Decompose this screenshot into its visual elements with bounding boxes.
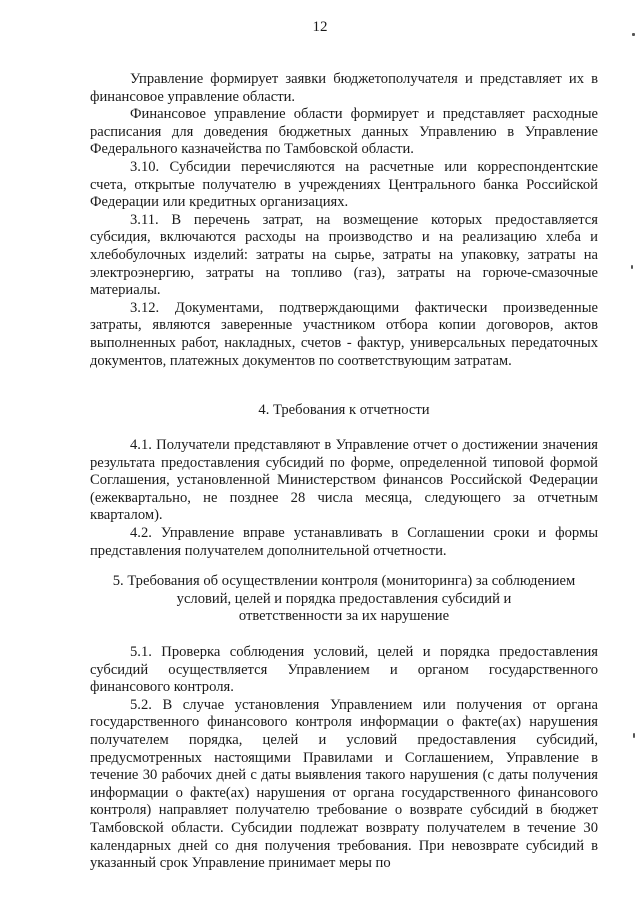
section-4-heading: 4. Требования к отчетности (258, 402, 430, 418)
scan-artifact (631, 265, 633, 269)
heading-line: условий, целей и порядка предоставления субсидий и (176, 590, 512, 607)
paragraph: Финансовое управление области формирует и представляет расходные расписания для доведения бюджетных данных Управлению в Управление Федерального казначейства по Тамбовской области. (90, 106, 598, 158)
paragraph: 3.10. Субсидии перечисляются на расчетные или корреспондентские счета, открытые получателю в учреждениях Центрального банка Российской Федерации или кредитных организациях. (90, 158, 598, 211)
paragraph: 5.2. В случае установления Управлением или получения от органа государственного финансового контроля информации о факте(ах) нарушения получателем порядка, целей и условий предоставления субсидий, предусмотренных настоящими Правилами и Соглашением, Управление в течение 30 рабочих дней с даты выявления такого нарушения (с даты получения информации о факте(ах) нарушения от органа государственного финансового контроля) направляет получателю требование о возврате субсидий в бюджет Тамбовской области. Субсидии подлежат возврату получателем в течение 30 календарных дней со дня получения требования. При невозврате субсидий в указанный срок Управление принимает меры по (90, 696, 598, 872)
section-3-paragraphs (90, 71, 598, 370)
heading-line: 5. Требования об осуществлении контроля (мониторинга) за соблюдением (112, 573, 576, 589)
scan-artifact (633, 733, 635, 738)
paragraph: 4.2. Управление вправе устанавливать в Соглашении сроки и формы представления получателем дополнительной отчетности. (90, 524, 598, 559)
section-5-paragraphs (90, 644, 598, 873)
scan-artifact (632, 33, 635, 36)
paragraph: 3.12. Документами, подтверждающими фактически произведенные затраты, являются заверенные участником отбора копии договоров, актов выполненных работ, накладных, счетов - фактур, универсальных передаточных документов, платежных документов по соответствующим затратам. (90, 299, 598, 369)
heading-line: ответственности за их нарушение (238, 608, 450, 625)
section-4-paragraphs (90, 437, 598, 560)
paragraph: Управление формирует заявки бюджетополучателя и представляет их в финансовое управление области. (90, 71, 598, 105)
page-number: 12 (312, 19, 328, 35)
paragraph: 4.1. Получатели представляют в Управление отчет о достижении значения результата предоставления субсидий по форме, определенной типовой формой Соглашения, установленной Министерством финансов Российской Федерации (ежеквартально, не позднее 28 числа месяца, следующего за отчетным кварталом). (90, 437, 598, 524)
section-5-heading (70, 573, 618, 626)
paragraph: 5.1. Проверка соблюдения условий, целей и порядка предоставления субсидий осуществляется Управлением и органом государственного финансового контроля. (90, 644, 598, 696)
paragraph: 3.11. В перечень затрат, на возмещение которых предоставляется субсидия, включаются расходы на производство и на реализацию хлеба и хлебобулочных изделий: затраты на сырье, затраты на упаковку, затраты на электроэнергию, затраты на топливо (газ), затраты на горюче-смазочные материалы. (90, 211, 598, 299)
